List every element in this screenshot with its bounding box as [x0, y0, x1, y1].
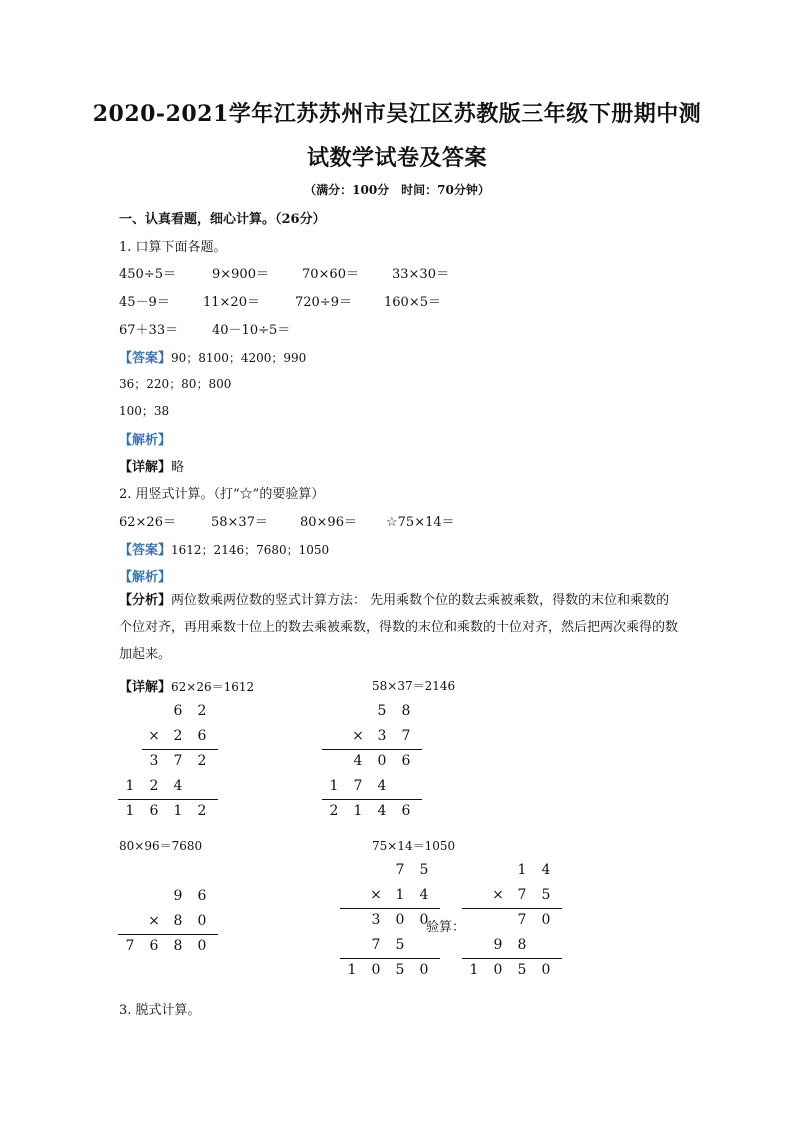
q1-analysis-tag: 【解析】 [119, 433, 172, 448]
calc-digit: 6 [401, 753, 411, 769]
doc-subtitle: （满分：100分 时间：70分钟） [304, 183, 490, 197]
calc-digit: 3 [377, 728, 387, 744]
calc-digit: 0 [197, 938, 207, 954]
calc-digit: 4 [173, 778, 183, 794]
q1-answer-line3: 100；38 [119, 404, 170, 418]
calc-digit: × [370, 887, 382, 903]
calc-digit: 1 [353, 803, 363, 819]
calc-digit: 2 [149, 778, 159, 794]
calc-digit: 0 [419, 912, 429, 928]
q1-item: 11×20＝ [203, 295, 260, 310]
q2-analysis-tag: 【解析】 [119, 570, 172, 585]
detail-eq: 75×14＝1050 [372, 839, 456, 853]
calc-digit: 2 [197, 753, 207, 769]
q1-item: 160×5＝ [384, 295, 441, 310]
calc-digit: 5 [419, 862, 429, 878]
calc-row [322, 753, 418, 769]
q1-item: 33×30＝ [392, 267, 449, 282]
calc-row [118, 888, 214, 904]
section-heading: 一、认真看题，细心计算。（26分） [119, 212, 326, 227]
calc-digit: 3 [371, 912, 381, 928]
calc-digit: 6 [197, 728, 207, 744]
calc-digit: 7 [401, 728, 411, 744]
calc-rule [462, 958, 562, 959]
calc-digit: 4 [377, 778, 387, 794]
q1-item: 67＋33＝ [119, 323, 179, 338]
calc-digit: 1 [395, 887, 405, 903]
calc-digit: 0 [541, 912, 551, 928]
calc-row [462, 912, 558, 928]
q1-item: 40－10÷5＝ [212, 323, 291, 338]
calc-digit: 7 [517, 887, 527, 903]
calc-digit: 0 [541, 962, 551, 978]
calc-rule [118, 934, 218, 935]
calc-row [340, 962, 436, 978]
q2-item: ☆75×14＝ [386, 515, 455, 530]
calc-row [322, 803, 418, 819]
calc-row [462, 887, 558, 903]
detail-eq: 62×26＝1612 [171, 680, 255, 694]
calc-digit: 9 [493, 937, 503, 953]
calc-row [118, 703, 214, 719]
calc-digit: 0 [371, 962, 381, 978]
calc-digit: 6 [149, 938, 159, 954]
calc-digit: 4 [419, 887, 429, 903]
calc-rule [462, 908, 562, 909]
answer-tag: 【答案】 [119, 543, 172, 558]
calc-row [118, 778, 214, 794]
calc-row [118, 753, 214, 769]
q1-answer [119, 347, 306, 366]
q2-answer [119, 539, 329, 558]
doc-title-line2: 试数学试卷及答案 [306, 145, 487, 171]
q1-item: 9×900＝ [212, 267, 269, 282]
calc-digit: 2 [173, 728, 183, 744]
detail-tag: 【详解】 [119, 680, 172, 695]
calc-row [340, 887, 436, 903]
calc-digit: × [148, 728, 160, 744]
calc-digit: 4 [353, 753, 363, 769]
calc-digit: 8 [173, 938, 183, 954]
calc-digit: 1 [469, 962, 479, 978]
question-1-label: 1. 口算下面各题。 [119, 240, 227, 255]
detail-eq: 80×96＝7680 [119, 839, 203, 853]
calc-rule [142, 749, 218, 750]
calc-row [118, 728, 214, 744]
q1-item: 720÷9＝ [295, 295, 352, 310]
calc-digit: 5 [395, 962, 405, 978]
calc-digit: 1 [329, 778, 339, 794]
calc-digit: × [492, 887, 504, 903]
calc-digit: 1 [125, 803, 135, 819]
calc-digit: 4 [377, 803, 387, 819]
calc-digit: 5 [377, 703, 387, 719]
calc-digit: 6 [401, 803, 411, 819]
calc-digit: 7 [353, 778, 363, 794]
q2-item: 80×96＝ [300, 515, 357, 530]
calc-rule [118, 799, 218, 800]
calc-digit: 2 [197, 703, 207, 719]
calc-digit: 0 [419, 962, 429, 978]
calc-digit: 7 [395, 862, 405, 878]
q1-item: 70×60＝ [302, 267, 359, 282]
calc-row [340, 937, 436, 953]
calc-digit: × [148, 913, 160, 929]
calc-digit: 9 [173, 888, 183, 904]
detail-eq: 58×37＝2146 [372, 679, 456, 693]
calc-digit: 8 [173, 913, 183, 929]
calc-digit: 5 [541, 887, 551, 903]
calc-digit: 4 [541, 862, 551, 878]
calc-row [118, 803, 214, 819]
calc-row [462, 862, 558, 878]
answer-text: 1612；2146；7680；1050 [171, 543, 330, 557]
analysis-text: 两位数乘两位数的竖式计算方法： 先用乘数个位的数去乘被乘数，得数的末位和乘数的个位对齐，再用乘数十位上的数去乘被乘数，得数的末位和乘数的十位对齐，然后把两次乘得的数加起来。 [119, 593, 679, 662]
calc-row [340, 912, 436, 928]
calc-digit: 3 [149, 753, 159, 769]
calc-row [322, 728, 418, 744]
calc-digit: 6 [149, 803, 159, 819]
question-2-label: 2. 用竖式计算。（打“☆”的要验算） [119, 487, 325, 502]
calc-row [322, 703, 418, 719]
calc-digit: 7 [517, 912, 527, 928]
calc-digit: 0 [197, 913, 207, 929]
q2-item: 58×37＝ [211, 515, 268, 530]
q1-answer-line2: 36；220；80；800 [119, 377, 232, 391]
q1-item: 450÷5＝ [119, 267, 176, 282]
calc-digit: 8 [517, 937, 527, 953]
detail-tag: 【详解】 [119, 460, 172, 475]
calc-digit: 1 [125, 778, 135, 794]
calc-digit: 2 [197, 803, 207, 819]
analysis-head: 【分析】 [119, 593, 172, 608]
calc-digit: 2 [329, 803, 339, 819]
calc-row [118, 913, 214, 929]
calc-row [340, 862, 436, 878]
q2-analysis-paragraph [119, 587, 679, 668]
calc-row [118, 938, 214, 954]
calc-rule [322, 749, 422, 750]
q1-item: 45－9＝ [119, 295, 170, 310]
question-3-label: 3. 脱式计算。 [119, 1003, 201, 1018]
calc-digit: 1 [173, 803, 183, 819]
q2-detail [119, 676, 254, 695]
calc-digit: 8 [401, 703, 411, 719]
q2-item: 62×26＝ [119, 515, 176, 530]
calc-digit: 0 [493, 962, 503, 978]
calc-row [462, 937, 558, 953]
q1-detail [119, 456, 184, 475]
calc-rule [340, 908, 440, 909]
answer-tag: 【答案】 [119, 351, 172, 366]
calc-digit: 6 [173, 703, 183, 719]
calc-digit: 5 [517, 962, 527, 978]
calc-digit: 7 [173, 753, 183, 769]
calc-digit: 7 [371, 937, 381, 953]
calc-row [322, 778, 418, 794]
calc-digit: 1 [517, 862, 527, 878]
calc-digit: 0 [395, 912, 405, 928]
calc-rule [322, 799, 422, 800]
calc-digit: 1 [347, 962, 357, 978]
detail-text: 略 [171, 460, 185, 475]
calc-digit: 7 [125, 938, 135, 954]
calc-row [462, 962, 558, 978]
check-label: 验算： [426, 920, 466, 935]
doc-title-line1: 2020-2021学年江苏苏州市吴江区苏教版三年级下册期中测 [92, 101, 702, 127]
answer-text: 90；8100；4200；990 [171, 351, 307, 365]
calc-digit: × [352, 728, 364, 744]
calc-digit: 6 [197, 888, 207, 904]
calc-rule [340, 958, 440, 959]
calc-digit: 0 [377, 753, 387, 769]
calc-digit: 5 [395, 937, 405, 953]
